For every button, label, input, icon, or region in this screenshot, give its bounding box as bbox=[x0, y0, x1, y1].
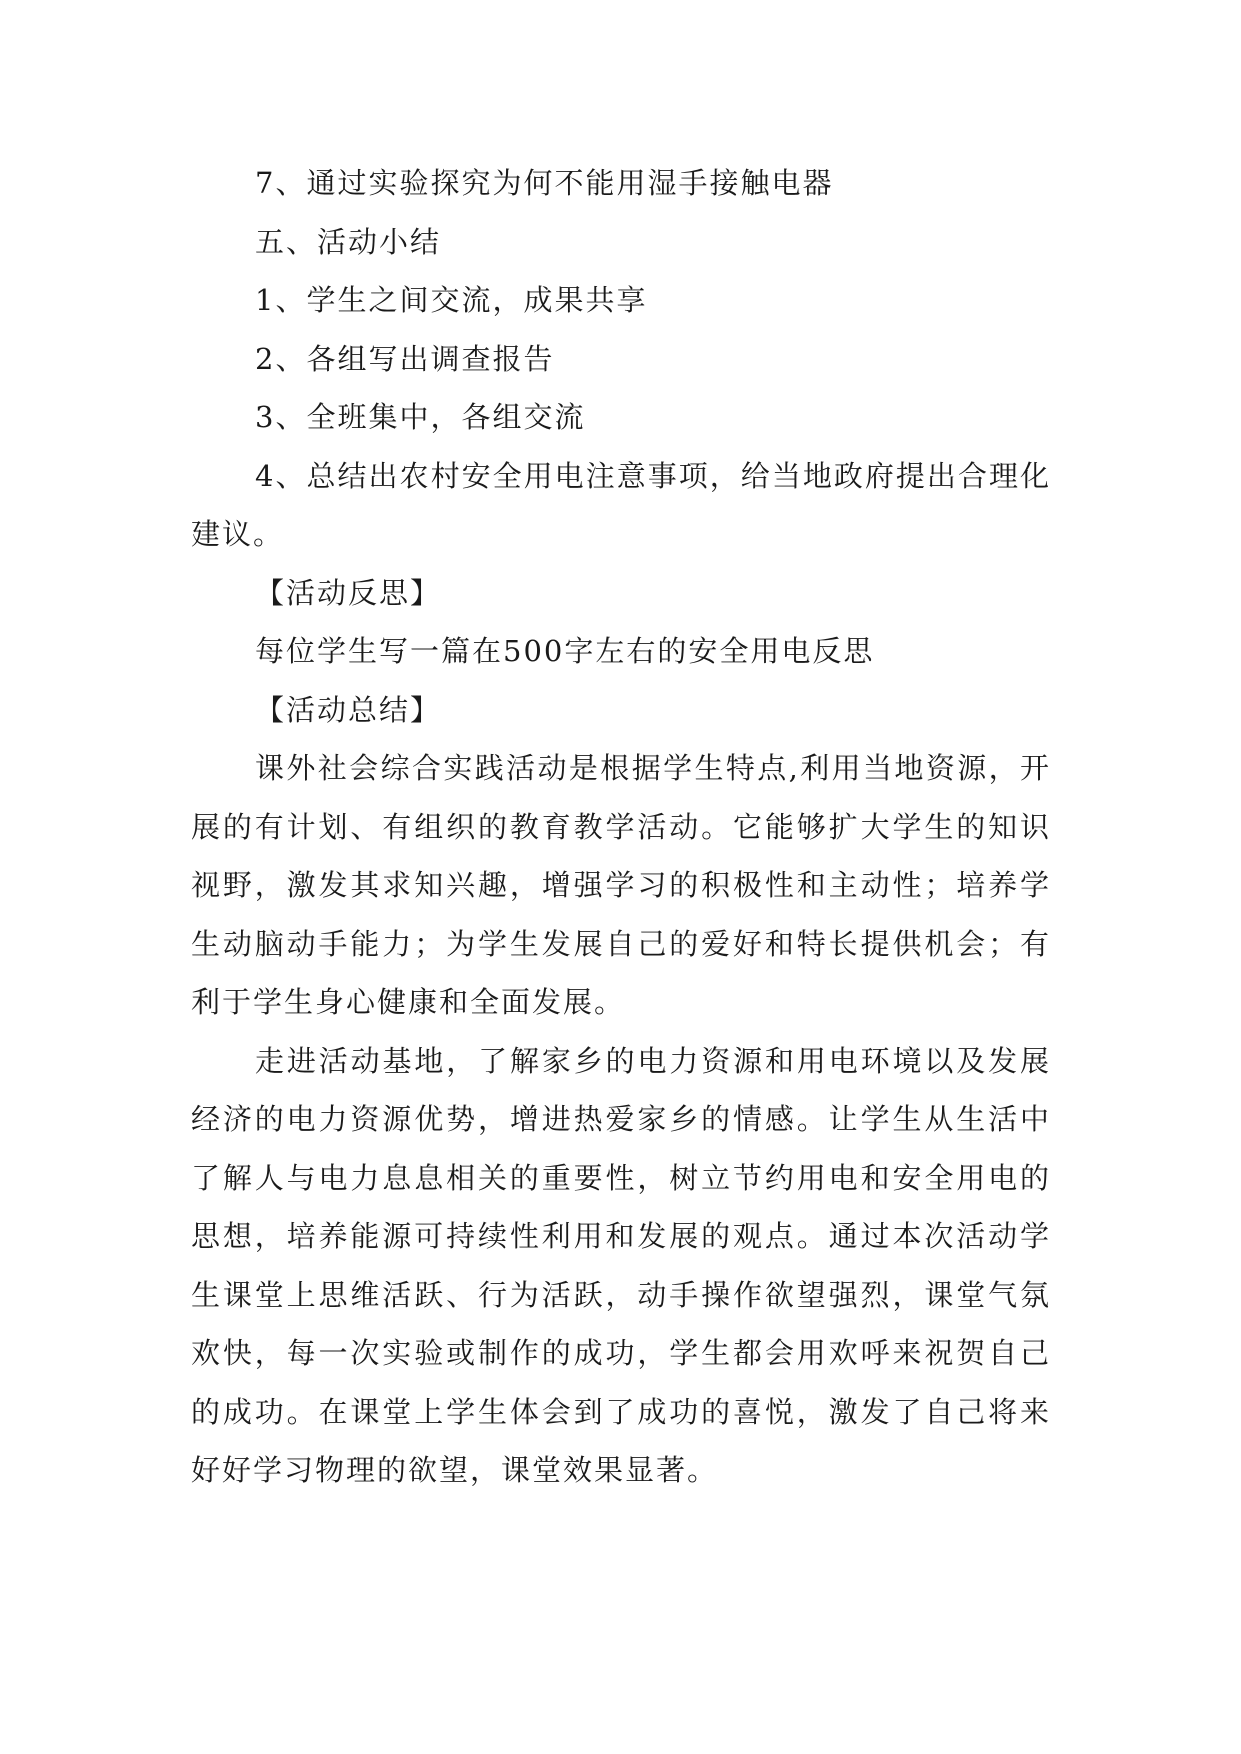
paragraph-reflection: 每位学生写一篇在500字左右的安全用电反思 bbox=[255, 634, 875, 668]
paragraph-conclusion-2: 走进活动基地，了解家乡的电力资源和用电环境以及发展经济的电力资源优势，增进热爱家乡的情感。让学生从生活中了解人与电力息息相关的重要性，树立节约用电和安全用电的思想，培养能源可持续性利用和发展的观点。通过本次活动学生课堂上思维活跃、行为活跃，动手操作欲望强烈，课堂气氛欢快，每一次实验或制作的成功，学生都会用欢呼来祝贺自己的成功。在课堂上学生体会到了成功的喜悦，激发了自己将来好好学习物理的欲望，课堂效果显著。 bbox=[191, 1043, 1051, 1487]
paragraph-summary-3: 3、全班集中，各组交流 bbox=[255, 400, 586, 434]
paragraph-conclusion-1: 课外社会综合实践活动是根据学生特点,利用当地资源，开展的有计划、有组织的教育教学活动。它能够扩大学生的知识视野，激发其求知兴趣，增强学习的积极性和主动性；培养学生动脑动手能力；为学生发展自己的爱好和特长提供机会；有利于学生身心健康和全面发展。 bbox=[191, 751, 1051, 1019]
paragraph-summary-4: 4、总结出农村安全用电注意事项，给当地政府提出合理化建议。 bbox=[191, 458, 1051, 551]
document-body bbox=[191, 154, 1051, 1500]
paragraph-step-7: 7、通过实验探究为何不能用湿手接触电器 bbox=[255, 166, 834, 200]
heading-activity-reflection: 【活动反思】 bbox=[255, 575, 442, 610]
paragraph-summary-1: 1、学生之间交流，成果共享 bbox=[255, 283, 648, 317]
paragraph-summary-2: 2、各组写出调查报告 bbox=[255, 341, 555, 376]
heading-activity-conclusion: 【活动总结】 bbox=[255, 692, 442, 727]
heading-activity-summary: 五、活动小结 bbox=[255, 224, 442, 259]
